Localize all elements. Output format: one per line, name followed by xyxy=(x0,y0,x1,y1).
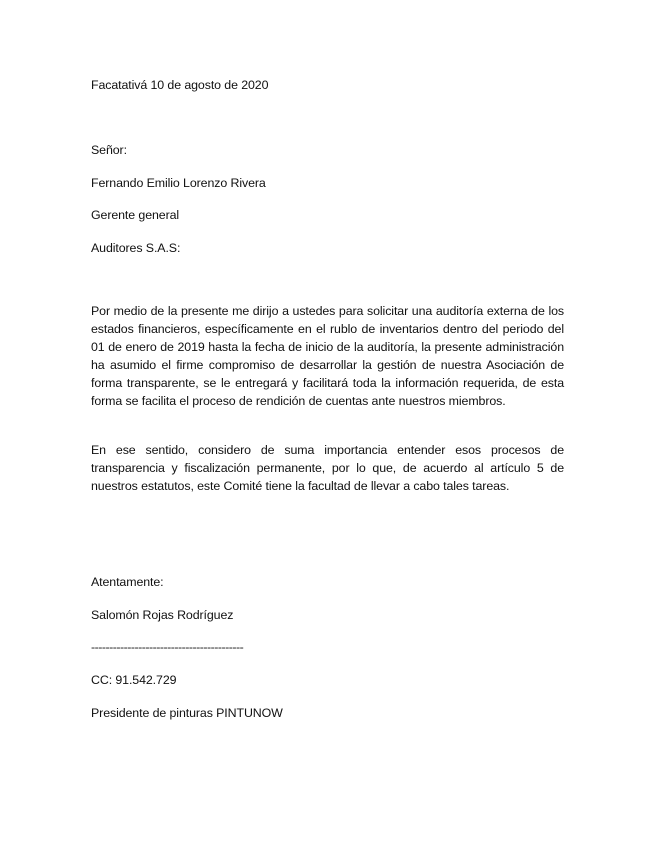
signer-position: Presidente de pinturas PINTUNOW xyxy=(91,706,283,720)
signer-name: Salomón Rojas Rodríguez xyxy=(91,608,234,622)
place-date: Facatativá 10 de agosto de 2020 xyxy=(91,78,269,92)
salutation: Señor: xyxy=(91,143,127,157)
recipient-name: Fernando Emilio Lorenzo Rivera xyxy=(91,176,266,190)
closing: Atentamente: xyxy=(91,575,164,589)
body-paragraph-1: Por medio de la presente me dirijo a ustedes para solicitar una auditoría externa de los estados financieros, específicamente en el rublo de inventarios dentro del periodo del 01 de enero de 2019 hasta la fecha de inicio de la auditoría, la presente administración ha asumido el firme compromiso de desarrollar la gestión de nuestra Asociación de forma transparente, se le entregará y facilitará toda la información requerida, de esta forma se facilita el proceso de rendición de cuentas ante nuestros miembros. xyxy=(91,304,564,408)
recipient-title: Gerente general xyxy=(91,208,180,222)
recipient-company: Auditores S.A.S: xyxy=(91,241,181,255)
signer-id: CC: 91.542.729 xyxy=(91,673,177,687)
body-paragraph-2: En ese sentido, considero de suma importancia entender esos procesos de transparencia y fiscalización permanente, por lo que, de acuerdo al artículo 5 de nuestros estatutos, este Comité tiene la facultad de llevar a cabo tales tareas. xyxy=(91,443,564,493)
signature-line: ------------------------------------------ xyxy=(91,640,244,654)
